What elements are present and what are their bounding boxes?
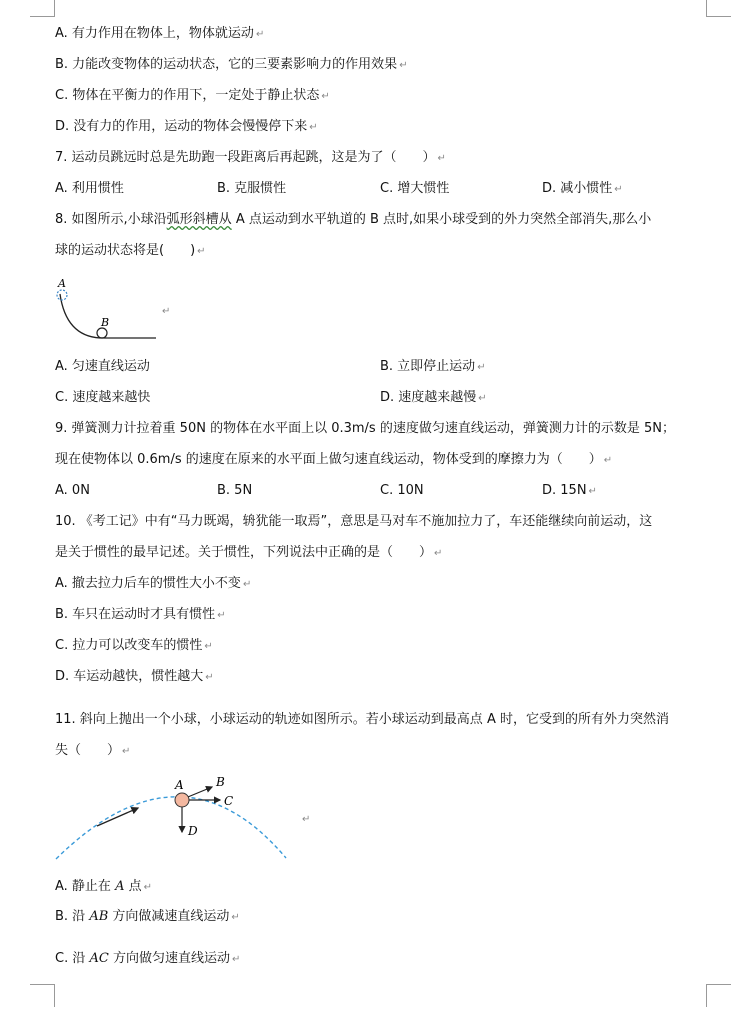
q11-ball (175, 793, 189, 807)
q8-option-d: D. 速度越来越慢 ↵ (380, 390, 487, 405)
q6-option-d: D. 没有力的作用，运动的物体会慢慢停下来 ↵ (55, 119, 318, 134)
q11-figure (50, 770, 300, 865)
q8-figure-return-mark: ↵ (162, 306, 171, 317)
q6-option-c: C. 物体在平衡力的作用下，一定处于静止状态 ↵ (55, 88, 330, 103)
q9-option-c: C. 10N (380, 483, 424, 498)
q8-ball-at-a (57, 290, 67, 300)
q6-option-b: B. 力能改变物体的运动状态，它的三要素影响力的作用效果 ↵ (55, 57, 408, 72)
corner-mark-bottom-right (706, 984, 731, 1007)
q11-stem-line2: 失（ ） ↵ (55, 743, 131, 758)
q8-option-a: A. 匀速直线运动 (55, 359, 150, 374)
q9-stem-line1: 9. 弹簧测力计拉着重 50N 的物体在水平面上以 0.3m/s 的速度做匀速直线运动，弹簧测力计的示数是 5N； (55, 421, 675, 436)
q8-label-a: A (58, 277, 66, 290)
q11-option-b: B. 沿 AB 方向做减速直线运动 ↵ (55, 909, 240, 924)
q7-option-c: C. 增大惯性 (380, 181, 450, 196)
q11-trajectory (56, 797, 286, 859)
q10-option-c: C. 拉力可以改变车的惯性 ↵ (55, 638, 213, 653)
q9-option-a: A. 0N (55, 483, 90, 498)
q10-option-d: D. 车运动越快，惯性越大 ↵ (55, 669, 214, 684)
q10-stem-line1: 10. 《考工记》中有“马力既竭，辀犹能一取焉”，意思是马对车不施加拉力了，车还能继续向前运动，这 (55, 514, 653, 529)
q8-figure (50, 276, 170, 344)
q11-initial-velocity-arrow (97, 808, 138, 826)
q9-option-d: D. 15N ↵ (542, 483, 597, 498)
q8-stem-line2: 球的运动状态将是( ) ↵ (55, 243, 206, 258)
q7-option-d: D. 减小惯性 ↵ (542, 181, 623, 196)
q11-option-c: C. 沿 AC 方向做匀速直线运动 ↵ (55, 951, 241, 966)
q8-option-b: B. 立即停止运动 ↵ (380, 359, 486, 374)
corner-mark-top-left (30, 0, 55, 17)
q8-option-c: C. 速度越来越快 (55, 390, 151, 405)
corner-mark-top-right (706, 0, 731, 17)
q11-label-a: A (175, 778, 184, 792)
q10-stem-line2: 是关于惯性的最早记述。关于惯性，下列说法中正确的是（ ） ↵ (55, 545, 443, 560)
q7-option-b: B. 克服惯性 (217, 181, 287, 196)
q11-label-d: D (188, 824, 198, 838)
q11-figure-return-mark: ↵ (302, 814, 311, 825)
q11-stem-line1: 11. 斜向上抛出一个小球，小球运动的轨迹如图所示。若小球运动到最高点 A 时，它受到的所有外力突然消 (55, 712, 669, 727)
q8-stem-line1: 8. 如图所示,小球沿弧形斜槽从 A 点运动到水平轨道的 B 点时,如果小球受到的外力突然全部消失,那么小 (55, 212, 652, 227)
corner-mark-bottom-left (30, 984, 55, 1007)
q10-option-a: A. 撤去拉力后车的惯性大小不变 ↵ (55, 576, 252, 591)
q11-label-b: B (216, 775, 225, 789)
q10-option-b: B. 车只在运动时才具有惯性 ↵ (55, 607, 226, 622)
q11-option-a: A. 静止在 A 点 ↵ (55, 879, 152, 894)
q7-stem: 7. 运动员跳远时总是先助跑一段距离后再起跳，这是为了（ ） ↵ (55, 150, 446, 165)
q7-option-a: A. 利用惯性 (55, 181, 124, 196)
q11-label-c: C (224, 794, 234, 808)
q9-option-b: B. 5N (217, 483, 253, 498)
q8-label-b: B (101, 316, 110, 329)
q8-ball-at-b (97, 328, 107, 338)
q9-stem-line2: 现在使物体以 0.6m/s 的速度在原来的水平面上做匀速直线运动，物体受到的摩擦力为（ ） ↵ (55, 452, 613, 467)
q6-option-a: A. 有力作用在物体上，物体就运动 ↵ (55, 26, 265, 41)
